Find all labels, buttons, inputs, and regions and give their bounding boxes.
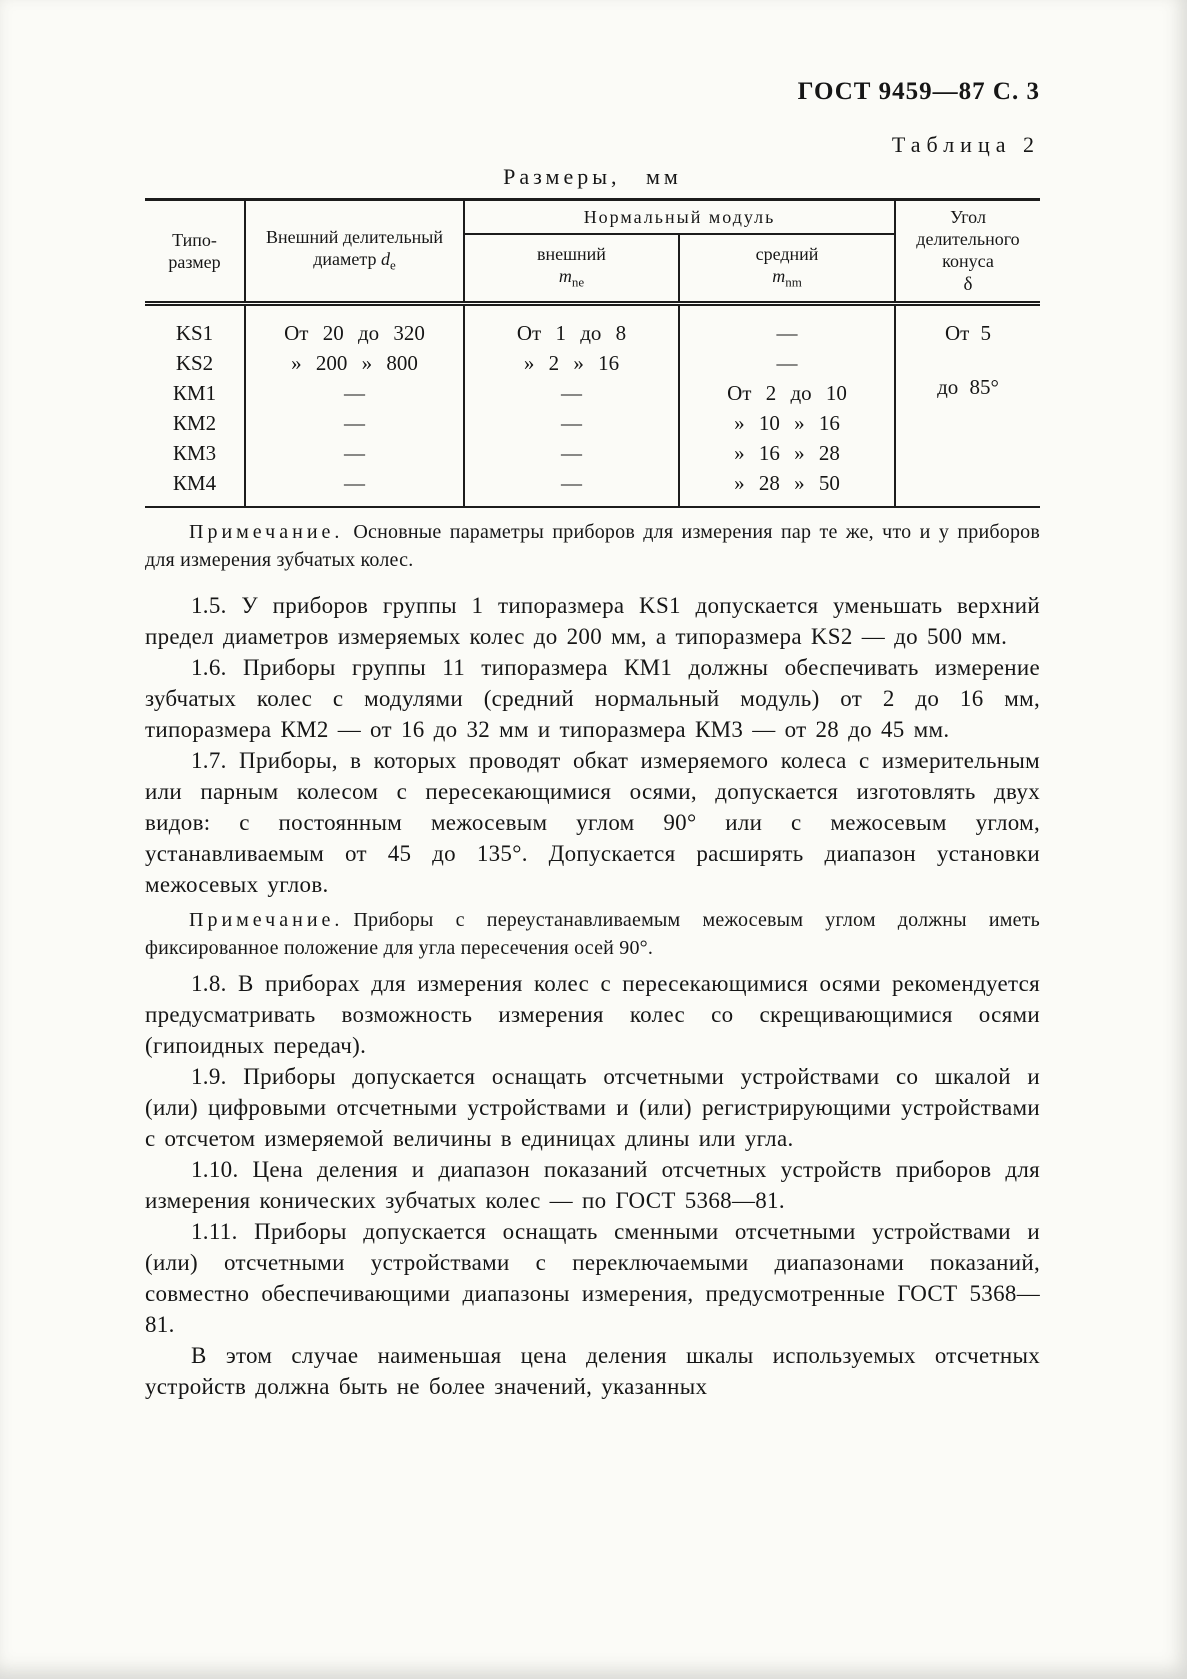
paragraph-1-6: 1.6. Приборы группы 11 типоразмера КМ1 должны обеспечивать измерение зубчатых колес с модулями (средний нормальный модуль) от 2 до 16 мм, типоразмера КМ2 — от 16 до 32 мм и типоразмера КМ3 — от 28 до 45 мм. (145, 655, 1040, 742)
document-body (145, 590, 1040, 1402)
cell-typesize: КМ4 (172, 471, 217, 495)
dimensions-table (145, 198, 1040, 508)
doc-reference: ГОСТ 9459—87 С. 3 (797, 78, 1040, 105)
paragraph-1-7: 1.7. Приборы, в которых проводят обкат измеряемого колеса с измерительным или парным колесом с пересекающимися осями, допускается изготовлять двух видов: с постоянным межосевым углом 90° или с межосевым углом, устанавливаемым от 45 до 135°. Допускается расширять диапазон установки межосевых углов. (145, 748, 1040, 897)
cell-module-outer: — (464, 408, 679, 438)
cell-module-outer: — (464, 438, 679, 468)
cell-diameter: — (245, 408, 464, 438)
column-header-module-outer: внешний $m_{ne}$ (464, 234, 679, 303)
column-header-cone-angle (895, 200, 1040, 304)
table-row-ks1 (145, 304, 1040, 349)
cell-module-mean: » 28 » 50 (679, 468, 895, 507)
cell-module-mean: » 10 » 16 (679, 408, 895, 438)
column-header-typesize: Типо-размер (145, 200, 245, 304)
cell-diameter: — (245, 378, 464, 408)
column-header-module-mean: средний $m_{nm}$ (679, 234, 895, 303)
paragraph-1-10: 1.10. Цена деления и диапазон показаний отсчетных устройств приборов для измерения конических зубчатых колес — по ГОСТ 5368—81. (145, 1157, 1040, 1213)
cell-module-outer: » 2 » 16 (464, 348, 679, 378)
paragraph-continuation: В этом случае наименьшая цена деления шкалы используемых отсчетных устройств должна быть не более значений, указанных (145, 1343, 1040, 1399)
cell-module-mean: От 2 до 10 (679, 378, 895, 408)
table-label: Таблица 2 (891, 132, 1040, 157)
note-label: Примечание. (189, 521, 344, 543)
note-label: Примечание. (189, 909, 344, 931)
table-note (145, 518, 1040, 574)
cell-module-outer: От 1 до 8 (464, 304, 679, 349)
cell-diameter: — (245, 468, 464, 507)
paragraph-1-5: 1.5. У приборов группы 1 типоразмера KS1 допускается уменьшать верхний предел диаметров измеряемых колес до 200 мм, а типоразмера KS2 — до 500 мм. (145, 593, 1040, 649)
table-body (145, 304, 1040, 508)
cell-typesize: KS1 (175, 321, 214, 345)
cell-diameter: От 20 до 320 (245, 304, 464, 349)
cell-module-outer: — (464, 468, 679, 507)
cell-module-mean: » 16 » 28 (679, 438, 895, 468)
angle-to: до 85° (937, 375, 999, 399)
paragraph-1-8: 1.8. В приборах для измерения колес с пересекающимися осями рекомендуется предусматривать возможность измерения колес со скрещивающимися осями (гипоидных передач). (145, 971, 1040, 1058)
cell-typesize: КМ3 (172, 441, 217, 465)
cell-typesize: КМ2 (172, 411, 217, 435)
paragraph-1-9: 1.9. Приборы допускается оснащать отсчетными устройствами со шкалой и (или) цифровыми отсчетными устройствами и (или) регистрирующими устройствами с отсчетом измеряемой величины в единицах длины или угла. (145, 1064, 1040, 1151)
cell-typesize: КМ1 (172, 381, 217, 405)
cone-angle-label: Угол делительного конуса (916, 207, 1020, 271)
cell-module-outer: — (464, 378, 679, 408)
table-header-row-1 (145, 200, 1040, 235)
midtext-note (145, 906, 1040, 962)
cell-diameter: — (245, 438, 464, 468)
note-text: Основные параметры приборов для измерения пар те же, что и у приборов для измерения зубчатых колес. (145, 521, 1040, 571)
column-group-normal-module: Нормальный модуль (464, 200, 895, 235)
cell-typesize: KS2 (175, 351, 214, 375)
cell-module-mean: — (679, 304, 895, 349)
column-header-outer-diameter: Внешний делительный диаметр $d_e$ (245, 200, 464, 304)
paragraph-1-11: 1.11. Приборы допускается оснащать сменными отсчетными устройствами и (или) отсчетными устройствами с переключаемыми диапазонами показаний, совместно обеспечивающими диапазоны измерения, предусмотренные ГОСТ 5368—81. (145, 1219, 1040, 1337)
delta-symbol: δ (963, 274, 973, 295)
table-title: Размеры, мм (503, 164, 682, 189)
cell-diameter: » 200 » 800 (245, 348, 464, 378)
table-head (145, 200, 1040, 304)
cell-cone-angle-range (895, 304, 1040, 508)
cell-module-mean: — (679, 348, 895, 378)
note-text: Приборы с переустанавливаемым межосевым углом должны иметь фиксированное положение для угла пересечения осей 90°. (145, 909, 1040, 959)
angle-from: От 5 (944, 321, 992, 345)
